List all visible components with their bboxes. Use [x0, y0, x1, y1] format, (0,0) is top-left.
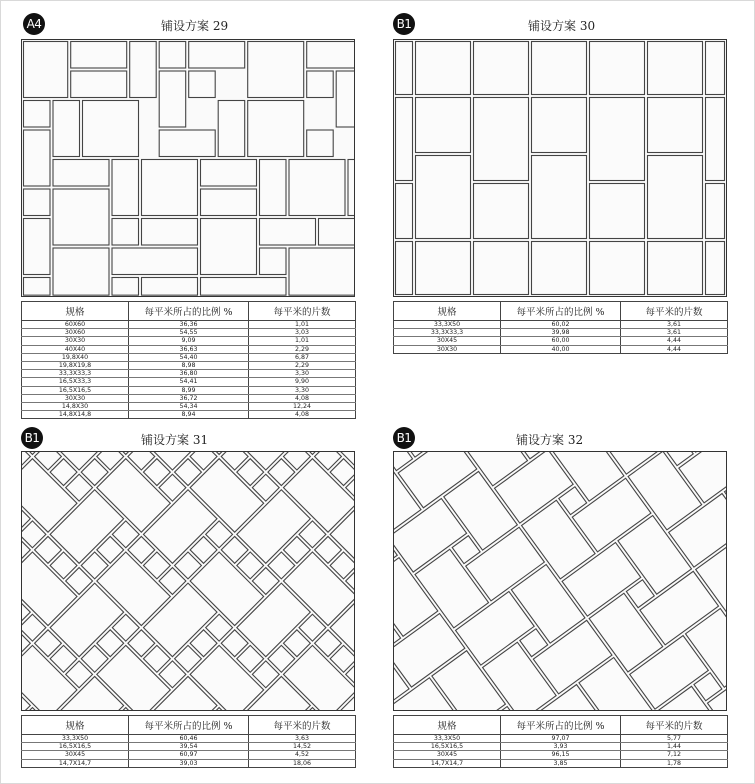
tile — [53, 248, 109, 295]
table-cell: 16,5X33,3 — [22, 378, 129, 386]
tile — [201, 160, 257, 187]
tile — [24, 42, 68, 98]
tile — [24, 130, 51, 186]
tile — [532, 98, 587, 153]
column-header: 每平米所占的比例 % — [129, 716, 249, 735]
table-cell: 14,8X14,8 — [22, 411, 129, 419]
tile — [83, 101, 139, 157]
tile — [71, 71, 127, 98]
table-row — [22, 353, 356, 361]
table-cell: 60,00 — [501, 337, 621, 345]
table-cell: 16,5X16,5 — [394, 743, 501, 751]
tile — [396, 42, 413, 95]
tile — [590, 42, 645, 95]
spec-table-31 — [21, 715, 356, 768]
table-cell: 60,46 — [129, 735, 249, 743]
scheme-badge: B1 — [393, 13, 415, 35]
table-cell: 2,29 — [249, 361, 356, 369]
tile — [24, 101, 51, 128]
tile — [289, 248, 354, 295]
tile — [336, 71, 354, 127]
table-row — [22, 361, 356, 369]
layout-plan-31 — [21, 451, 355, 711]
table-cell: 3,30 — [249, 386, 356, 394]
tile — [189, 42, 245, 69]
table-row — [394, 735, 728, 743]
table-cell: 9,09 — [129, 337, 249, 345]
tile — [590, 242, 645, 295]
layout-plan-30 — [393, 39, 727, 297]
table-row — [394, 337, 728, 345]
tile — [201, 189, 257, 216]
table-row — [22, 329, 356, 337]
tile — [159, 130, 215, 157]
table-cell: 1,44 — [621, 743, 728, 751]
scheme-badge: B1 — [393, 427, 415, 449]
table-cell: 30X45 — [394, 751, 501, 759]
tile — [307, 71, 334, 98]
table-cell: 39,54 — [129, 743, 249, 751]
tile-pattern — [22, 452, 354, 710]
table-cell: 14,7X14,7 — [394, 759, 501, 767]
column-header: 规格 — [394, 302, 501, 321]
tile — [416, 42, 471, 95]
table-row — [22, 735, 356, 743]
tile — [142, 219, 198, 246]
table-cell: 1,01 — [249, 337, 356, 345]
table-row — [22, 321, 356, 329]
table-cell: 39,98 — [501, 329, 621, 337]
tile — [307, 130, 334, 157]
table-row — [22, 386, 356, 394]
table-cell: 97,07 — [501, 735, 621, 743]
table-cell: 3,61 — [621, 329, 728, 337]
table-row — [394, 345, 728, 353]
tile — [474, 184, 529, 239]
tile — [590, 98, 645, 181]
table-row — [22, 759, 356, 767]
scheme-title: 铺设方案 32 — [516, 433, 584, 447]
scheme-title: 铺设方案 30 — [528, 19, 596, 33]
table-cell: 2,29 — [249, 345, 356, 353]
tile — [532, 42, 587, 95]
tile — [201, 219, 257, 275]
table-cell: 30X45 — [22, 751, 129, 759]
table-cell: 36,63 — [129, 345, 249, 353]
tile — [260, 248, 287, 275]
table-cell: 36,80 — [129, 370, 249, 378]
column-header: 规格 — [22, 716, 129, 735]
table-cell: 16,5X16,5 — [22, 386, 129, 394]
table-cell: 30X30 — [22, 394, 129, 402]
table-row — [394, 329, 728, 337]
tile — [532, 156, 587, 239]
spec-table-header — [22, 302, 356, 321]
tile — [130, 42, 157, 98]
table-cell: 33,3X33,3 — [394, 329, 501, 337]
tile — [71, 42, 127, 69]
tile — [532, 242, 587, 295]
column-header: 每平米的片数 — [249, 716, 356, 735]
table-cell: 5,77 — [621, 735, 728, 743]
tile-pattern — [22, 40, 354, 296]
tile-pattern — [394, 40, 726, 296]
table-cell: 96,15 — [501, 751, 621, 759]
table-cell: 7,12 — [621, 751, 728, 759]
column-header: 规格 — [22, 302, 129, 321]
table-cell: 8,98 — [129, 361, 249, 369]
table-cell: 4,44 — [621, 345, 728, 353]
table-cell: 18,06 — [249, 759, 356, 767]
spec-table-32 — [393, 715, 728, 768]
table-cell: 3,93 — [501, 743, 621, 751]
table-row — [394, 743, 728, 751]
table-cell: 3,61 — [621, 321, 728, 329]
tile — [24, 219, 51, 275]
tile — [112, 278, 139, 296]
table-cell: 36,36 — [129, 321, 249, 329]
tile — [159, 42, 186, 69]
tile — [706, 184, 725, 239]
table-cell: 14,8X30 — [22, 402, 129, 410]
tile — [24, 278, 51, 296]
table-cell: 9,90 — [249, 378, 356, 386]
tile — [289, 160, 345, 216]
table-cell: 40,00 — [501, 345, 621, 353]
tile — [112, 219, 139, 246]
table-cell: 33,3X33,3 — [22, 370, 129, 378]
tile — [396, 98, 413, 181]
layout-plan-32 — [393, 451, 727, 711]
table-cell: 14,52 — [249, 743, 356, 751]
table-row — [22, 345, 356, 353]
table-cell: 1,01 — [249, 321, 356, 329]
spec-table-header — [394, 716, 728, 735]
table-cell: 4,44 — [621, 337, 728, 345]
tile — [474, 98, 529, 181]
tile — [706, 42, 725, 95]
table-row — [22, 394, 356, 402]
table-row — [394, 751, 728, 759]
table-row — [22, 751, 356, 759]
table-row — [22, 743, 356, 751]
table-cell: 54,40 — [129, 353, 249, 361]
column-header: 每平米所占的比例 % — [501, 716, 621, 735]
table-cell: 54,55 — [129, 329, 249, 337]
table-cell: 6,87 — [249, 353, 356, 361]
table-cell: 30X30 — [394, 345, 501, 353]
scheme-badge: A4 — [23, 13, 45, 35]
table-cell: 19,8X19,8 — [22, 361, 129, 369]
table-cell: 8,99 — [129, 386, 249, 394]
table-cell: 40X40 — [22, 345, 129, 353]
tile — [53, 160, 109, 187]
tile — [396, 184, 413, 239]
tile — [248, 42, 304, 98]
tile — [260, 219, 316, 246]
column-header: 每平米所占的比例 % — [129, 302, 249, 321]
table-cell: 39,03 — [129, 759, 249, 767]
column-header: 每平米的片数 — [249, 302, 356, 321]
tile — [416, 156, 471, 239]
tile — [648, 156, 703, 239]
table-cell: 30X30 — [22, 337, 129, 345]
tile — [396, 242, 413, 295]
tile — [590, 184, 645, 239]
table-row — [22, 402, 356, 410]
tile — [53, 101, 80, 157]
tile — [189, 71, 216, 98]
table-cell: 60X60 — [22, 321, 129, 329]
table-cell: 19,8X40 — [22, 353, 129, 361]
table-cell: 3,63 — [249, 735, 356, 743]
table-cell: 60,97 — [129, 751, 249, 759]
tile — [112, 248, 198, 275]
table-cell: 30X60 — [22, 329, 129, 337]
tile — [648, 242, 703, 295]
table-cell: 54,34 — [129, 402, 249, 410]
tile — [201, 278, 287, 296]
scheme-title: 铺设方案 31 — [141, 433, 209, 447]
table-cell: 30X45 — [394, 337, 501, 345]
table-cell: 8,94 — [129, 411, 249, 419]
tile — [53, 189, 109, 245]
table-cell: 54,41 — [129, 378, 249, 386]
table-row — [22, 411, 356, 419]
layout-plan-29 — [21, 39, 355, 297]
table-cell: 33,3X50 — [22, 735, 129, 743]
table-cell: 36,72 — [129, 394, 249, 402]
tile — [112, 160, 139, 216]
table-cell: 3,85 — [501, 759, 621, 767]
table-cell: 4,08 — [249, 411, 356, 419]
table-cell: 4,52 — [249, 751, 356, 759]
table-cell: 14,7X14,7 — [22, 759, 129, 767]
column-header: 规格 — [394, 716, 501, 735]
table-cell: 60,02 — [501, 321, 621, 329]
tile — [474, 242, 529, 295]
tile — [416, 98, 471, 153]
table-cell: 16,5X16,5 — [22, 743, 129, 751]
table-cell: 33,3X50 — [394, 321, 501, 329]
spec-table-29 — [21, 301, 356, 419]
table-cell: 1,78 — [621, 759, 728, 767]
tile — [248, 101, 304, 157]
table-cell: 3,03 — [249, 329, 356, 337]
tile — [159, 71, 186, 127]
tile — [474, 42, 529, 95]
table-row — [22, 370, 356, 378]
table-row — [394, 759, 728, 767]
table-row — [394, 321, 728, 329]
tile — [218, 101, 245, 157]
column-header: 每平米所占的比例 % — [501, 302, 621, 321]
column-header: 每平米的片数 — [621, 716, 728, 735]
tile — [648, 98, 703, 153]
scheme-title: 铺设方案 29 — [161, 19, 229, 33]
tile — [348, 160, 354, 216]
column-header: 每平米的片数 — [621, 302, 728, 321]
scheme-badge: B1 — [21, 427, 43, 449]
table-cell: 12,24 — [249, 402, 356, 410]
table-cell: 33,3X50 — [394, 735, 501, 743]
tile-pattern — [394, 452, 726, 710]
spec-table-header — [394, 302, 728, 321]
table-row — [22, 378, 356, 386]
tile — [24, 189, 51, 216]
spec-table-header — [22, 716, 356, 735]
table-row — [22, 337, 356, 345]
tile — [319, 219, 355, 246]
tile — [648, 42, 703, 95]
tile — [142, 160, 198, 216]
tile — [416, 242, 471, 295]
tile — [307, 42, 354, 69]
table-cell: 3,30 — [249, 370, 356, 378]
tile — [706, 98, 725, 181]
tile — [706, 242, 725, 295]
spec-table-30 — [393, 301, 728, 354]
tile — [260, 160, 287, 216]
table-cell: 4,08 — [249, 394, 356, 402]
tile — [142, 278, 198, 296]
